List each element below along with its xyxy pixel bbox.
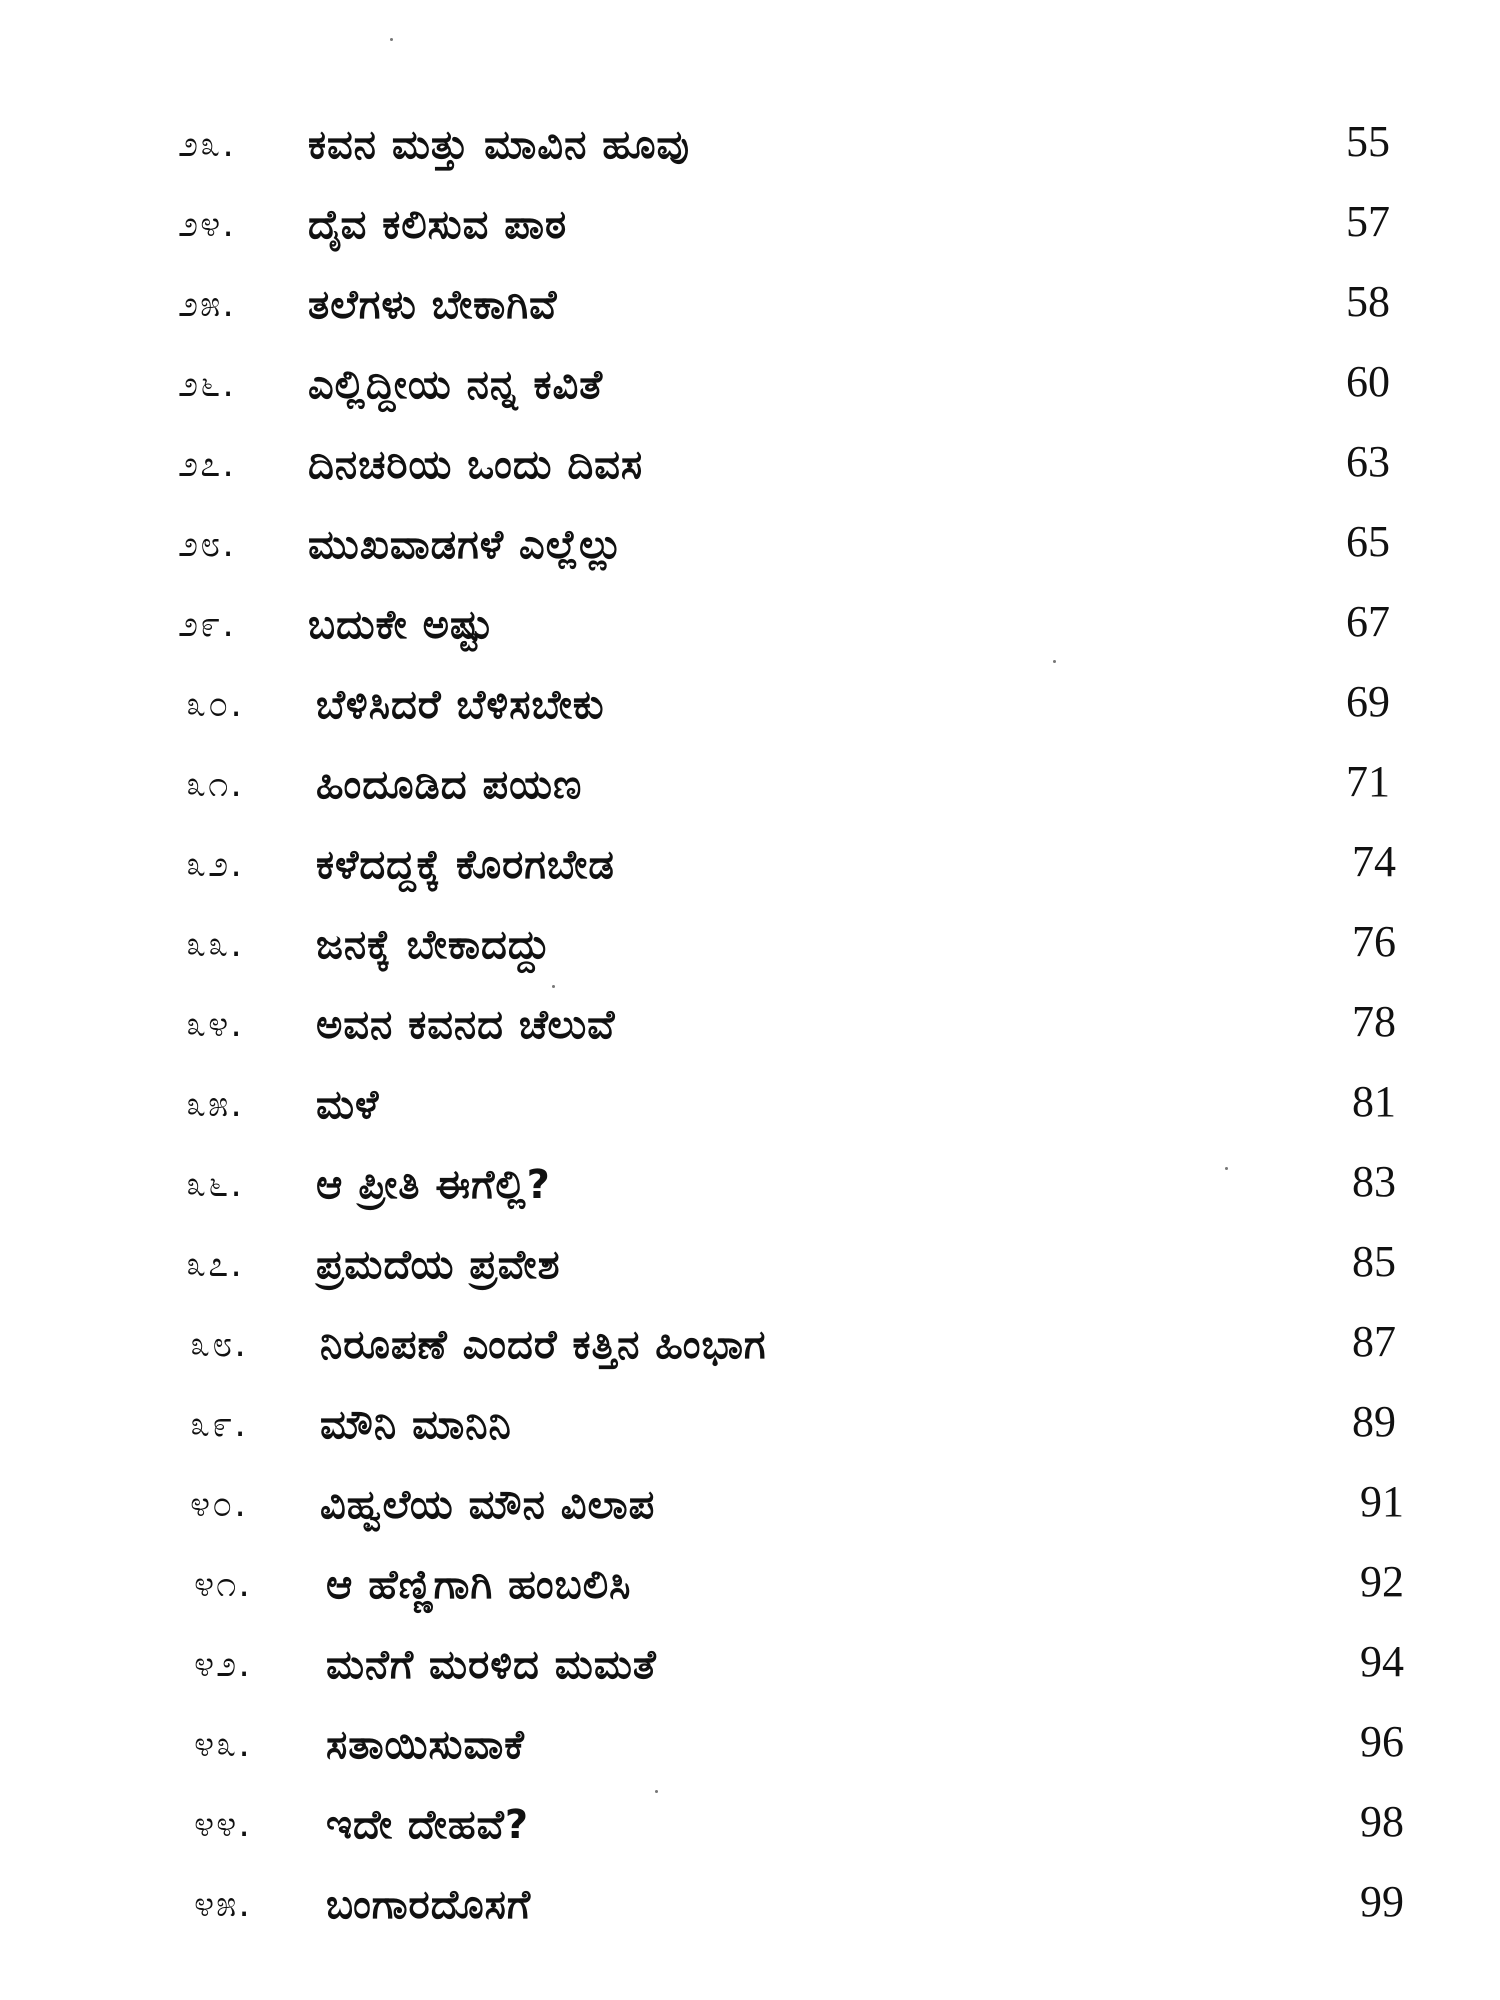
toc-entry [0, 1790, 1500, 1870]
entry-number: ೨೫. [178, 284, 236, 325]
entry-page-number: 65 [1346, 517, 1390, 566]
entry-title: ಸತಾಯಿಸುವಾಕೆ [326, 1722, 525, 1768]
entry-page-number: 76 [1352, 917, 1396, 966]
entry-title: ಮುಖವಾಡಗಳೆ ಎಲ್ಲೆಲ್ಲು [308, 522, 624, 568]
entry-number: ೪೨. [194, 1644, 252, 1685]
scan-speck [390, 38, 393, 41]
entry-title: ಅವನ ಕವನದ ಚೆಲುವೆ [316, 1002, 616, 1048]
entry-number: ೨೩. [178, 124, 236, 165]
entry-title: ದಿನಚರಿಯ ಒಂದು ದಿವಸ [308, 442, 644, 488]
entry-number: ೩೬. [186, 1164, 244, 1205]
entry-page-number: 89 [1352, 1397, 1396, 1446]
entry-number: ೩೪. [186, 1004, 244, 1045]
entry-page-number: 58 [1346, 277, 1390, 326]
entry-page-number: 57 [1346, 197, 1390, 246]
entry-title: ವಿಹ್ವಲೆಯ ಮೌನ ವಿಲಾಪ [320, 1482, 656, 1528]
entry-page-number: 55 [1346, 117, 1390, 166]
entry-number: ೩೯. [190, 1404, 248, 1445]
entry-number: ೪೩. [194, 1724, 252, 1765]
toc-entry [0, 1470, 1500, 1550]
entry-number: ೨೭. [178, 444, 236, 485]
toc-entry [0, 110, 1500, 190]
toc-entry [0, 1870, 1500, 1950]
entry-number: ೪೫. [194, 1884, 252, 1925]
entry-page-number: 67 [1346, 597, 1390, 646]
toc-entry [0, 750, 1500, 830]
toc-entry [0, 1230, 1500, 1310]
toc-entry [0, 270, 1500, 350]
toc-entry [0, 1550, 1500, 1630]
entry-title: ಬದುಕೇ ಅಷ್ಟು [308, 602, 494, 648]
entry-number: ೪೦. [190, 1484, 248, 1525]
toc-entry [0, 430, 1500, 510]
entry-number: ೪೪. [194, 1804, 252, 1845]
entry-title: ಮೌನಿ ಮಾನಿನಿ [320, 1402, 512, 1448]
entry-title: ಮಳೆ [316, 1082, 380, 1128]
entry-number: ೨೬. [178, 364, 236, 405]
toc-entry [0, 830, 1500, 910]
entry-title: ಕವನ ಮತ್ತು ಮಾವಿನ ಹೂವು [308, 122, 691, 168]
toc-entry [0, 990, 1500, 1070]
entry-title: ಕಳೆದದ್ದಕ್ಕೆ ಕೊರಗಬೇಡ [316, 842, 615, 888]
entry-page-number: 92 [1360, 1557, 1404, 1606]
entry-page-number: 98 [1360, 1797, 1404, 1846]
entry-number: ೩೦. [186, 684, 244, 725]
entry-title: ದೈವ ಕಲಿಸುವ ಪಾಠ [308, 202, 568, 248]
entry-title: ಮನೆಗೆ ಮರಳಿದ ಮಮತೆ [326, 1642, 657, 1688]
entry-number: ೩೫. [186, 1084, 244, 1125]
entry-number: ೩೧. [186, 764, 244, 805]
entry-page-number: 81 [1352, 1077, 1396, 1126]
entry-page-number: 91 [1360, 1477, 1404, 1526]
toc-entry [0, 670, 1500, 750]
toc-entry [0, 590, 1500, 670]
entry-title: ಜನಕ್ಕೆ ಬೇಕಾದದ್ದು [316, 922, 552, 968]
toc-entry [0, 1070, 1500, 1150]
entry-title: ಹಿಂದೂಡಿದ ಪಯಣ [316, 762, 583, 808]
entry-title: ಬಂಗಾರದೊಸಗೆ [326, 1882, 532, 1928]
toc-entry [0, 1310, 1500, 1390]
toc-entry [0, 910, 1500, 990]
entry-title: ಬೆಳಿಸಿದರೆ ಬೆಳಿಸಬೇಕು [316, 682, 605, 728]
entry-number: ೩೮. [190, 1324, 248, 1365]
entry-page-number: 85 [1352, 1237, 1396, 1286]
entry-number: ೨೮. [178, 524, 236, 565]
entry-page-number: 94 [1360, 1637, 1404, 1686]
entry-number: ೨೯. [178, 604, 236, 645]
entry-page-number: 87 [1352, 1317, 1396, 1366]
entry-page-number: 83 [1352, 1157, 1396, 1206]
toc-entry [0, 1630, 1500, 1710]
toc-entry [0, 190, 1500, 270]
entry-number: ೪೧. [194, 1564, 252, 1605]
entry-page-number: 71 [1346, 757, 1390, 806]
entry-page-number: 74 [1352, 837, 1396, 886]
entry-title: ನಿರೂಪಣೆ ಎಂದರೆ ಕತ್ತಿನ ಹಿಂಭಾಗ [320, 1322, 767, 1368]
entry-number: ೩೨. [186, 844, 244, 885]
entry-title: ಆ ಪ್ರೀತಿ ಈಗೆಲ್ಲಿ? [316, 1162, 551, 1208]
toc-entry [0, 510, 1500, 590]
entry-number: ೩೩. [186, 924, 244, 965]
entry-page-number: 96 [1360, 1717, 1404, 1766]
entry-title: ಇದೇ ದೇಹವೆ? [326, 1802, 530, 1848]
table-of-contents [0, 110, 1500, 1950]
toc-entry [0, 1710, 1500, 1790]
entry-number: ೩೭. [186, 1244, 244, 1285]
entry-title: ತಲೆಗಳು ಬೇಕಾಗಿವೆ [308, 282, 558, 328]
entry-page-number: 99 [1360, 1877, 1404, 1926]
toc-entry [0, 1390, 1500, 1470]
entry-page-number: 60 [1346, 357, 1390, 406]
entry-page-number: 78 [1352, 997, 1396, 1046]
entry-page-number: 63 [1346, 437, 1390, 486]
entry-title: ಎಲ್ಲಿದ್ದೀಯ ನನ್ನ ಕವಿತೆ [308, 362, 604, 408]
entry-number: ೨೪. [178, 204, 236, 245]
entry-page-number: 69 [1346, 677, 1390, 726]
entry-title: ಆ ಹೆಣ್ಣಿಗಾಗಿ ಹಂಬಲಿಸಿ [326, 1562, 632, 1608]
toc-entry [0, 350, 1500, 430]
entry-title: ಪ್ರಮದೆಯ ಪ್ರವೇಶ [316, 1242, 561, 1288]
toc-entry [0, 1150, 1500, 1230]
